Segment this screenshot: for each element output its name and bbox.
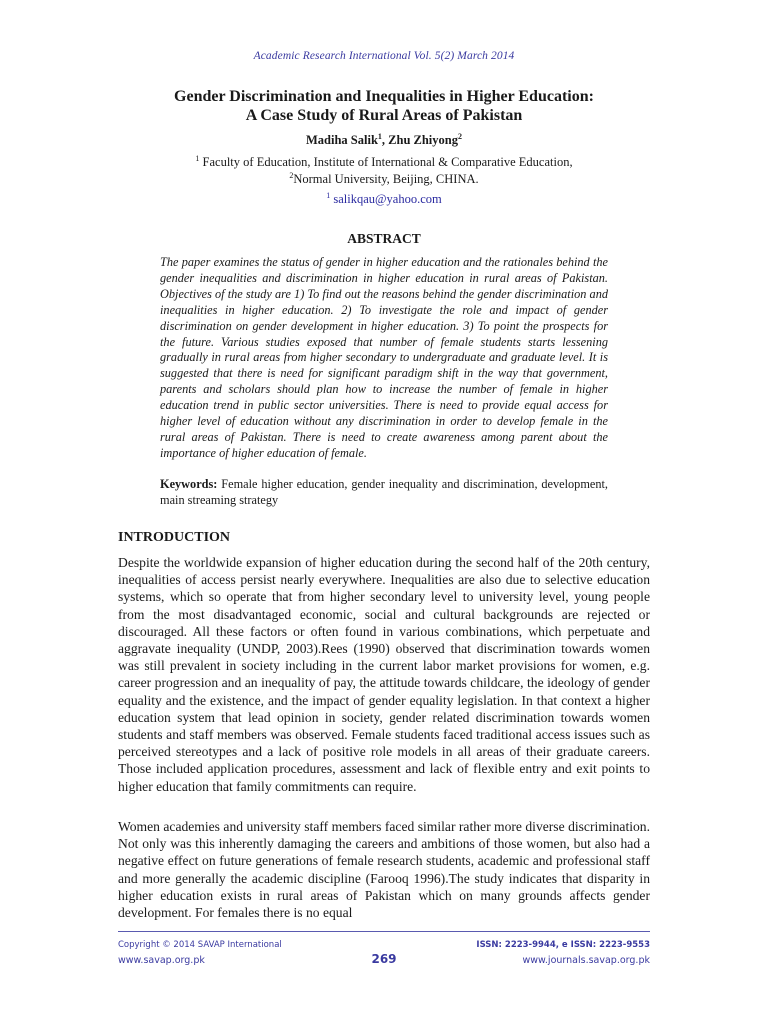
affiliation-1-text: Faculty of Education, Institute of International & Comparative Education, bbox=[202, 155, 573, 169]
affiliation-2-sup: 2 bbox=[289, 171, 294, 180]
page-number: 269 bbox=[371, 952, 397, 966]
affiliation-1-sup: 1 bbox=[195, 154, 200, 163]
keywords bbox=[160, 477, 608, 509]
keywords-label: Keywords: bbox=[160, 477, 218, 491]
affiliation-2-text: Normal University, Beijing, CHINA. bbox=[293, 172, 479, 186]
introduction-paragraph-1: Despite the worldwide expansion of higher education during the second half of the 20th century, inequalities of access persist nearly everywhere. Inequalities are also due to selective education systems, which so operate that from higher secondary level to university level, young people from the most disadvantaged economic, social and cultural backgrounds are rejected or discouraged. All these factors or often found in various combinations, which perpetuate and aggravate inequality (UNDP, 2003).Rees (1990) observed that discrimination towards women was still prevalent in society including in the current labor market provisions for women, e.g. career progression and an inequality of pay, the attitude towards childcare, the ideology of gender equality and the existence, and the impact of gender equality legislation. In that context a higher education system that lead opinion in society, gender related discrimination towards women students and staff members was observed. Female students faced traditional access issues such as perceived stereotypes and a lack of positive role models in all areas of their graduate careers. Those included application procedures, assessment and lack of flexible entry and exit points to higher education that family commitments can require. bbox=[118, 555, 650, 794]
author-email[interactable] bbox=[0, 192, 768, 207]
keywords-text: Female higher education, gender inequality and discrimination, development, main streaming strategy bbox=[160, 477, 608, 507]
footer-copyright: Copyright © 2014 SAVAP International bbox=[118, 940, 282, 950]
footer-issn: ISSN: 2223-9944, e ISSN: 2223-9553 bbox=[476, 940, 650, 950]
introduction-heading: INTRODUCTION bbox=[118, 530, 231, 545]
paper-title bbox=[0, 87, 768, 125]
abstract-heading: ABSTRACT bbox=[347, 231, 421, 246]
footer-website-link[interactable]: www.savap.org.pk bbox=[118, 955, 205, 966]
author-2-sup: 2 bbox=[458, 132, 462, 141]
email-sup: 1 bbox=[326, 191, 331, 200]
title-line-1: Gender Discrimination and Inequalities in Higher Education: bbox=[174, 88, 594, 105]
abstract-body: The paper examines the status of gender in higher education and the rationales behind the gender inequalities and discrimination in higher education in rural areas of Pakistan. Objectives of the study are 1) To find out the reasons behind the gender discrimination and inequalities in higher education. 2) To investigate the role and impact of gender discrimination on gender development in higher education. 3) To point the prospects for the future. Various studies exposed that number of female students starts lessening gradually in rural areas from higher secondary to undergraduate and graduate level. It is suggested that there is need for significant paradigm shift in the way that government, parents and scholars should plan how to increase the number of female in higher education trend in public sector universities. There is need to provide equal access for higher level of education without any discrimination in order to develop female in the rural areas of Pakistan. There is need to create awareness among parent about the importance of higher education of female. bbox=[160, 255, 608, 460]
author-2: Zhu Zhiyong bbox=[388, 133, 458, 147]
footer-journal-link[interactable]: www.journals.savap.org.pk bbox=[522, 955, 650, 966]
email-link[interactable]: salikqau@yahoo.com bbox=[333, 192, 442, 206]
title-line-2: A Case Study of Rural Areas of Pakistan bbox=[245, 107, 523, 124]
footer-divider bbox=[118, 931, 650, 932]
author-separator: , bbox=[381, 133, 389, 147]
introduction-paragraph-2: Women academies and university staff members faced similar rather more diverse discrimination. Not only was this inherently damaging the careers and ambitions of those women, but also had a negative effect on future generations of female research students, academic and professional staff and more generally the academic discipline (Farooq 1996).The study indicates that disparity in higher education exists in rural areas of Pakistan which on many grounds affects gender development. For females there is no equal bbox=[118, 819, 650, 921]
affiliation-2 bbox=[0, 171, 768, 187]
author-line bbox=[0, 133, 768, 148]
author-1-sup: 1 bbox=[377, 132, 382, 141]
author-1: Madiha Salik bbox=[306, 133, 378, 147]
affiliation-1 bbox=[0, 154, 768, 170]
journal-header: Academic Research International Vol. 5(2) March 2014 bbox=[253, 50, 515, 62]
